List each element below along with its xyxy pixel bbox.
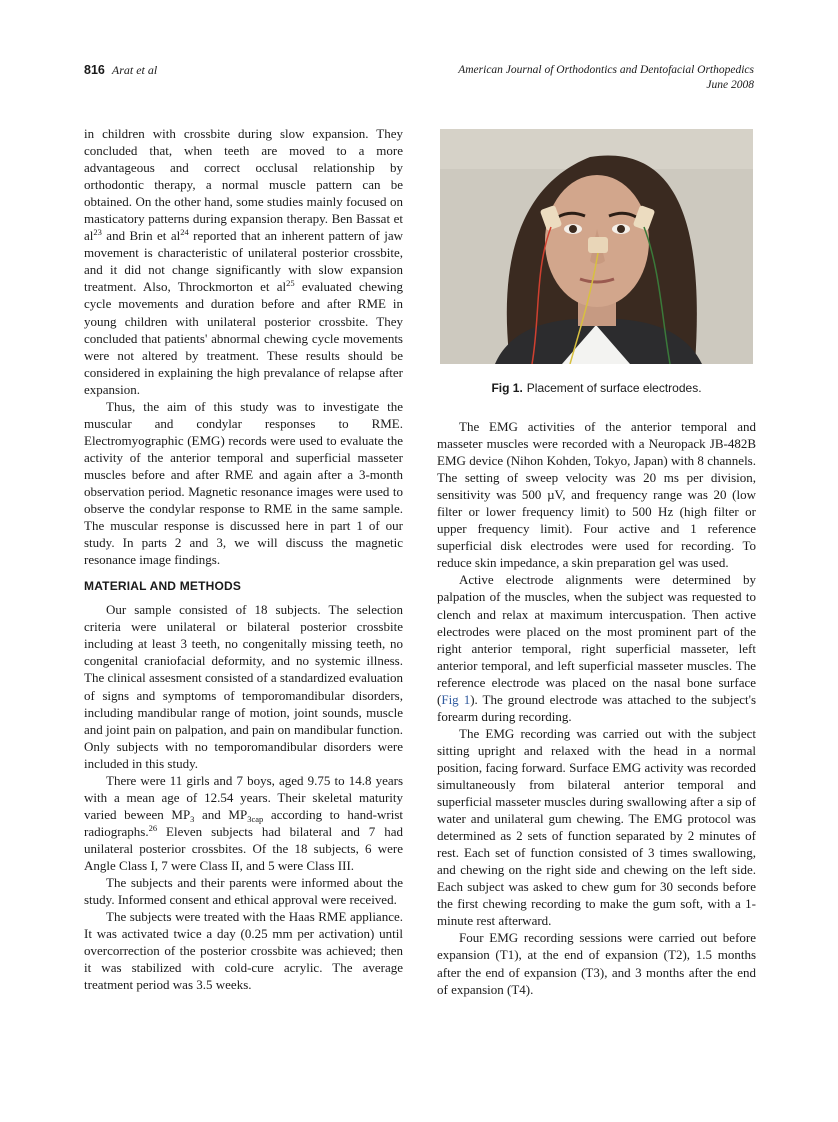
citation-ref[interactable]: 26 [148,822,158,833]
section-heading: MATERIAL AND METHODS [84,579,242,594]
running-header-left [84,63,157,78]
paragraph: The EMG activities of the anterior temporal and masseter muscles were recorded with a Neuropack JB-482B EMG device (Nihon Kohden, Tokyo, Japan) with 8 channels. The setting of sweep velocity was 20 ms per division, sensitivity was 500 µV, and frequency range was 20 (low filter or lower frequency limit) to 500 Hz (high filter or upper frequency limit). Four active and 1 reference superficial disk electrodes were used for recording. To reduce skin impedance, a skin preparation gel was used. [437,419,756,571]
paragraph: Our sample consisted of 18 subjects. The selection criteria were unilateral or bilateral posterior crossbite including at least 3 teeth, no congenitally missing teeth, no congenital craniofacial deformity, and no systemic illness. The clinical assesment consisted of a standardized evaluation of signs and symptoms of temporomandibular disorders, including mandibular range of motion, joint sounds, muscle and joint pain on palpation, and pain on mandibular function. Only subjects with no temporomandibular disorders were included in this study. [84,602,403,771]
paragraph: The subjects were treated with the Haas RME appliance. It was activated twice a day (0.25 mm per activation) until overcorrection of the posterior crossbite was achieved; then it was stabilized with cold-cure acrylic. The average treatment period was 3.5 weeks. [84,909,403,993]
citation-ref[interactable]: 23 [93,227,102,238]
figure-caption-text: Placement of surface electrodes. [526,381,702,395]
paragraph: The EMG recording was carried out with the subject sitting upright and relaxed with the head in a normal position, facing forward. Surface EMG activity was recorded simultaneously from bilateral anterior temporal and superficial masseter muscles during swallowing after a sip of water and unilateral gum chewing. The EMG protocol was determined as 2 sets of function separated by 2 minutes of rest. Each set of function consisted of 3 times swallowing, and chewing on the right side and chewing on the left side. Each subject was asked to chew gum for 30 seconds before the first chewing recording to make the gum soft, with a 1-minute rest afterward. [437,725,756,929]
paragraph: There were 11 girls and 7 boys, aged 9.75 to 14.8 years with a mean age of 12.54 years. Their skeletal maturity varied beween $MP_3$ and $MP_{3cap}$ according to hand-wrist radiographs.$^{26}$ Eleven subjects had bilateral and 7 had unilateral posterior crossbites. Of the 18 subjects, 6 were Angle Class I, 7 were Class II, and 5 were Class III. [84,772,403,873]
paragraph: Four EMG recording sessions were carried out before expansion (T1), at the end of expansion (T2), 1.5 months after the end of expansion (T3), and 3 months after the end of expansion (T4). [437,930,756,997]
right-column [437,418,756,998]
issue-date: June 2008 [706,79,754,91]
citation-ref[interactable]: 24 [180,227,189,238]
page-number: 816 [84,63,105,77]
left-column [84,125,403,993]
paragraph: in children with crossbite during slow expansion. They concluded that, when teeth are moved to a more advantageous and correct occlusal relationship by orthodontic therapy, a normal muscle pattern can be obtained. On the other hand, some studies mainly focused on masticatory patterns during expansion therapy. Ben Bassat et $al^{23}$ and Brin et $al^{24}$ reported that an inherent pattern of jaw movement is characteristic of unilateral posterior crossbite, and it did not change significantly with slow expansion treatment. Also, Throckmorton et $al^{25}$ evaluated chewing cycle movements and duration before and after RME in young children with unilateral posterior crossbite. They concluded that patients' abnormal chewing cycle movements were not altered by treatment. These results should be considered in explaining the high prevalance of relapse after expansion. [84,126,404,397]
paragraph: Active electrode alignments were determined by palpation of the muscles, when the subject was requested to clench and relax at maximum intercuspation. Then active electrodes were placed on the most prominent part of the right anterior temporal, right superficial masseter, left anterior temporal, and left superficial masseter muscles. The reference electrode was placed on the nasal bone surface (Fig 1). The ground electrode was attached to the subject's forearm during recording. [437,572,757,724]
figure-photo-electrodes [440,129,753,364]
subject-portrait-illustration [440,129,753,364]
figure-caption [440,381,753,395]
running-authors: Arat et al [111,63,158,77]
figure-label: Fig 1. [491,381,523,395]
paragraph: Thus, the aim of this study was to investigate the muscular and condylar responses to RME. Electromyographic (EMG) records were used to evaluate the activity of the anterior temporal and superficial masseter muscles before and after RME and again after a 3-month observation period. Magnetic resonance images were used to observe the condylar response to RME in the same sample. The muscular response is discussed here in part 1 of our study. In parts 2 and 3, we will discuss the magnetic resonance image findings. [84,398,403,568]
citation-ref[interactable]: 25 [286,278,295,289]
running-header-right [458,63,754,93]
journal-title: American Journal of Orthodontics and Dentofacial Orthopedics [458,64,754,76]
paragraph: The subjects and their parents were informed about the study. Informed consent and ethical approval were received. [84,875,403,908]
figure-link[interactable]: Fig 1 [441,691,471,707]
